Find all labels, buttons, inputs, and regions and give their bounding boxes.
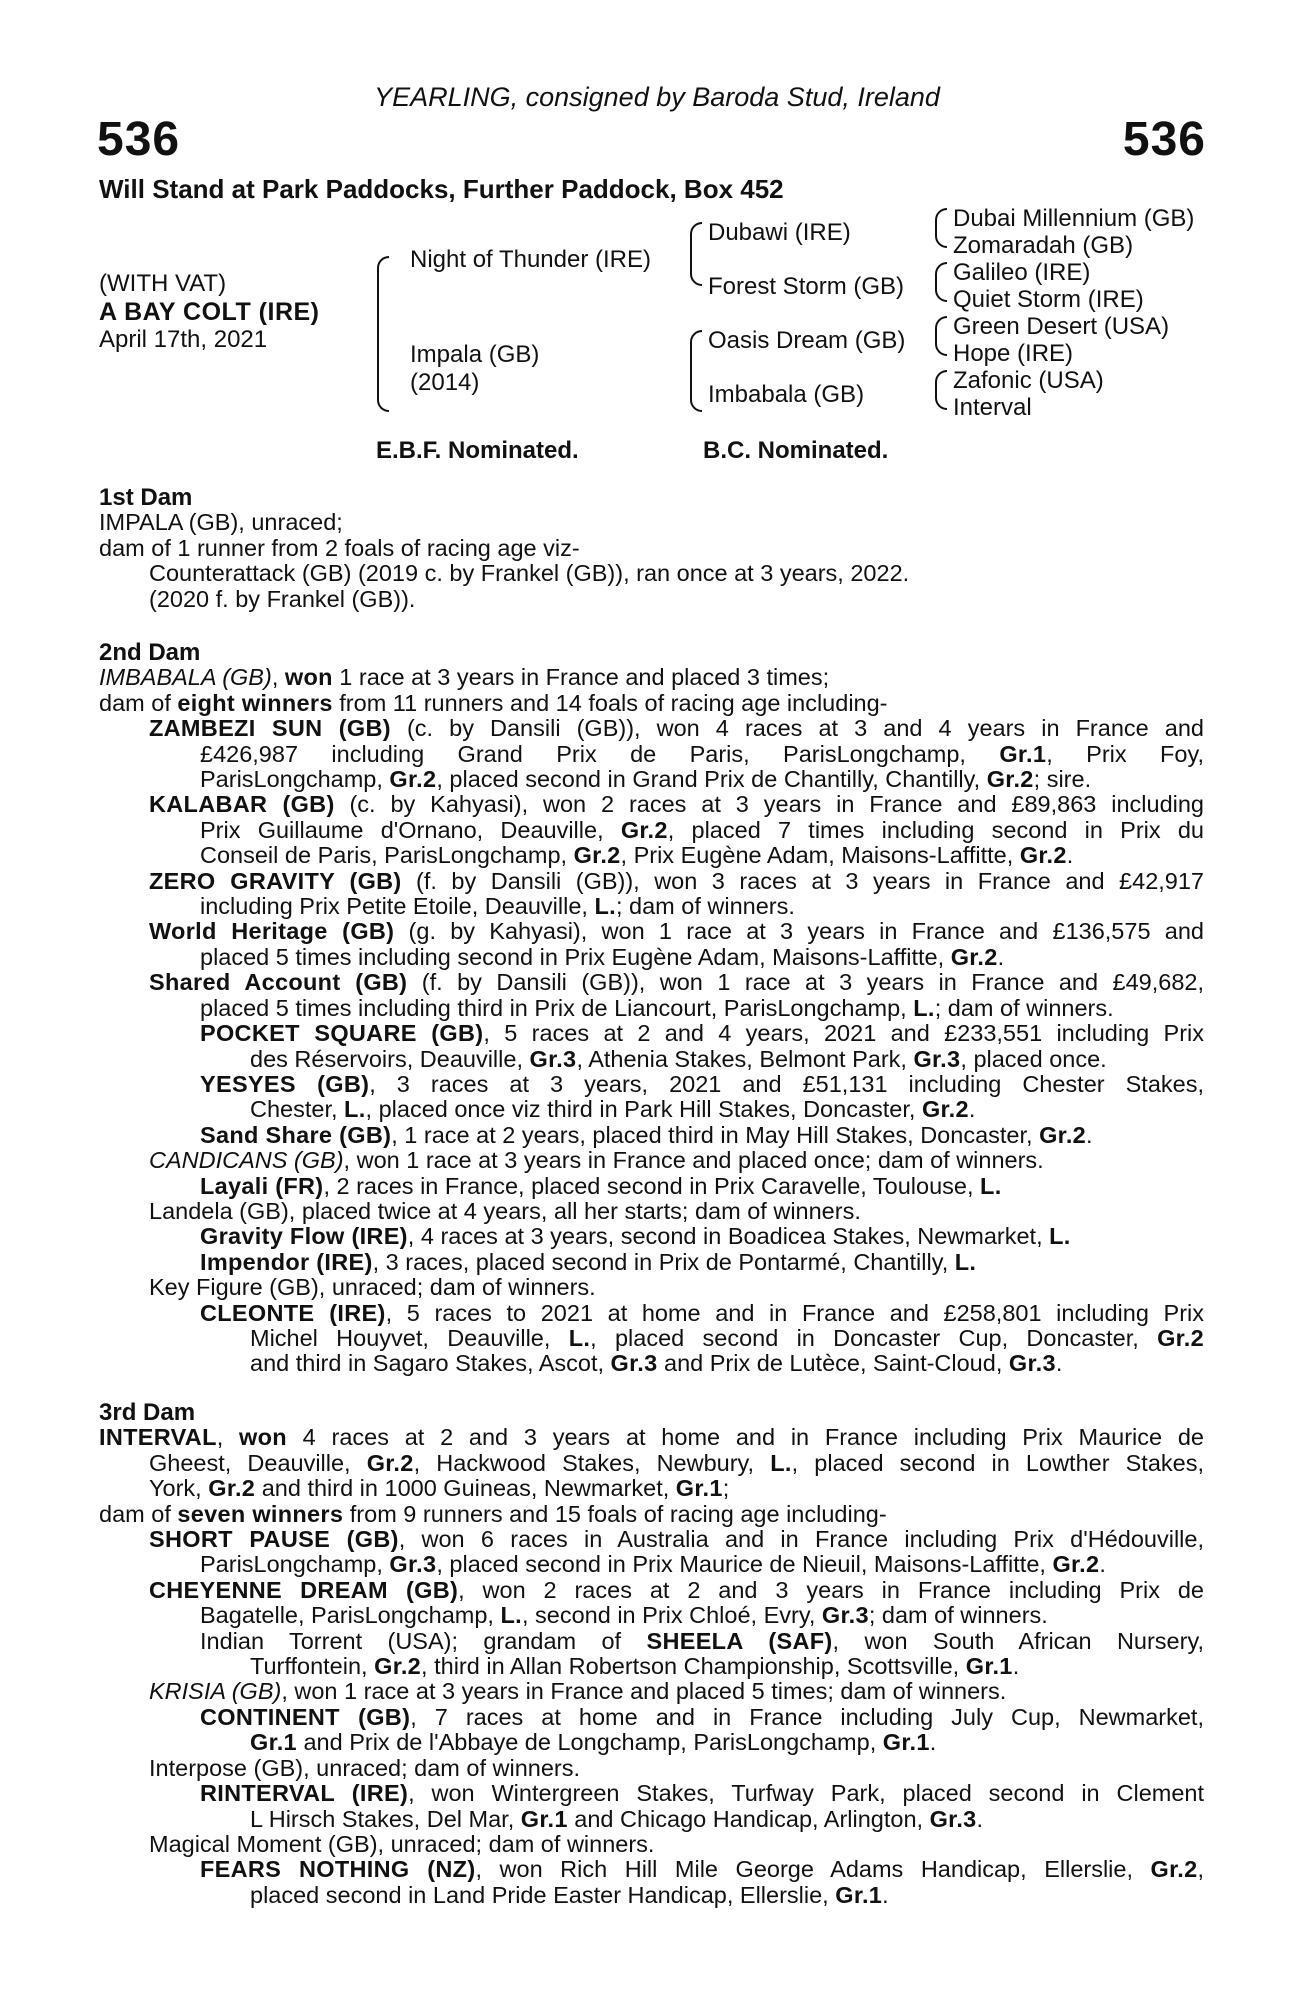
pedigree-brace-ds bbox=[935, 316, 947, 356]
text-run: . bbox=[1086, 1121, 1093, 1148]
produce-line bbox=[99, 1123, 1204, 1148]
text-run: , Athenia Stakes, Belmont Park, bbox=[576, 1045, 914, 1072]
produce-line bbox=[99, 1072, 1204, 1097]
produce-line bbox=[99, 1705, 1204, 1730]
produce-line bbox=[99, 792, 1204, 817]
text-run: Interpose (GB), unraced; dam of winners. bbox=[149, 1754, 581, 1781]
produce-line bbox=[99, 1603, 1204, 1628]
dam-name-text: INTERVAL bbox=[99, 1424, 217, 1451]
text-run: . bbox=[1055, 1350, 1063, 1377]
winners-count-text: eight winners bbox=[177, 689, 333, 716]
pedigree-brace-sd bbox=[935, 262, 947, 302]
grade-text: Gr.3 bbox=[1008, 1350, 1056, 1377]
text-run: , 7 races at home and in France including July Cup, Newmarket, bbox=[410, 1703, 1204, 1730]
text-run: (f. by Dansili (GB)), won 3 races at 3 years in France and £42,917 bbox=[401, 867, 1204, 894]
grade-text: Gr.2 bbox=[620, 816, 668, 843]
text-run: (g. by Kahyasi), won 1 race at 3 years in France and £136,575 and bbox=[394, 918, 1204, 945]
text-run: ; dam of winners. bbox=[934, 994, 1114, 1021]
pedigree-brace-ss bbox=[935, 208, 947, 248]
horse-name-text: ZAMBEZI SUN (GB) bbox=[149, 715, 391, 742]
produce-line bbox=[99, 1351, 1204, 1376]
text-run: Indian Torrent (USA); grandam of bbox=[200, 1627, 647, 1654]
text-run: , won 1 race at 3 years in France and placed once; dam of winners. bbox=[343, 1147, 1044, 1174]
ebf-nomination: E.B.F. Nominated. bbox=[376, 437, 579, 464]
horse-name-text: CONTINENT (GB) bbox=[200, 1703, 411, 1730]
produce-line bbox=[99, 742, 1204, 767]
ancestor-name: Zomaradah (GB) bbox=[953, 232, 1134, 259]
sire-dam-name: Forest Storm (GB) bbox=[708, 273, 905, 300]
dam-year: (2014) bbox=[410, 369, 480, 396]
text-run: , placed second in Lowther Stakes, bbox=[791, 1449, 1205, 1476]
grade-text: Gr.2 bbox=[1157, 1324, 1204, 1351]
grade-text: Gr.1 bbox=[250, 1729, 297, 1756]
text-run: , 5 races at 2 and 4 years, 2021 and £233,551 including Prix bbox=[483, 1020, 1205, 1047]
produce-line bbox=[99, 1326, 1204, 1351]
produce-line bbox=[99, 1679, 1204, 1704]
text-run: including Prix Petite Etoile, Deauville, bbox=[200, 893, 595, 920]
text-run: Bagatelle, ParisLongchamp, bbox=[200, 1602, 501, 1629]
text-run: , won 6 races in Australia and in France including Prix d'Hédouville, bbox=[398, 1526, 1204, 1553]
grade-text: Gr.2 bbox=[1039, 1121, 1087, 1148]
text-run: and Prix de Lutèce, Saint-Cloud, bbox=[657, 1350, 1009, 1377]
grade-text: Gr.1 bbox=[675, 1475, 723, 1502]
produce-line bbox=[99, 1730, 1204, 1755]
winners-count-text: seven winners bbox=[177, 1500, 344, 1527]
horse-name-text: World Heritage (GB) bbox=[149, 918, 395, 945]
text-run: , placed second in Doncaster Cup, Doncaster, bbox=[590, 1324, 1158, 1351]
grade-text: Gr.1 bbox=[835, 1881, 883, 1908]
horse-name-text: SHEELA (SAF) bbox=[646, 1627, 833, 1654]
produce-line bbox=[99, 818, 1204, 843]
ancestor-name: Dubai Millennium (GB) bbox=[953, 205, 1195, 232]
grade-text: Gr.1 bbox=[999, 740, 1047, 767]
text-run: Prix Guillaume d'Ornano, Deauville, bbox=[200, 816, 621, 843]
pedigree-brace-main bbox=[377, 256, 389, 412]
produce-line bbox=[99, 1047, 1204, 1072]
text-run: ; dam of winners. bbox=[868, 1602, 1048, 1629]
sire-sire-name: Dubawi (IRE) bbox=[708, 219, 851, 246]
stand-location: Will Stand at Park Paddocks, Further Paddock, Box 452 bbox=[99, 174, 784, 204]
dam-summary-line bbox=[99, 1502, 1204, 1527]
produce-line bbox=[99, 1527, 1204, 1552]
text-run: , 4 races at 3 years, second in Boadicea Stakes, Newmarket, bbox=[407, 1223, 1050, 1250]
text-run: , won Rich Hill Mile George Adams Handicap, Ellerslie, bbox=[475, 1856, 1151, 1883]
produce-line bbox=[99, 1174, 1204, 1199]
produce-line bbox=[99, 1224, 1204, 1249]
text-run: from 11 runners and 14 foals of racing age including- bbox=[332, 689, 888, 716]
text-run: dam of bbox=[99, 1500, 178, 1527]
ancestor-name: Zafonic (USA) bbox=[953, 367, 1104, 394]
text-run: 4 races at 2 and 3 years at home and in France including Prix Maurice de bbox=[286, 1424, 1204, 1451]
text-run: Turffontein, bbox=[250, 1653, 375, 1680]
text-run: York, bbox=[149, 1475, 209, 1502]
text-run: , won South African Nursery, bbox=[832, 1627, 1204, 1654]
produce-line bbox=[99, 843, 1204, 868]
text-run: placed 5 times including second in Prix Eugène Adam, Maisons-Laffitte, bbox=[200, 943, 951, 970]
dam-summary-line bbox=[99, 1476, 1204, 1501]
text-run: 1 race at 3 years in France and placed 3 times; bbox=[332, 664, 830, 691]
grade-text: Gr.2 bbox=[208, 1475, 256, 1502]
ancestor-name: Green Desert (USA) bbox=[953, 313, 1170, 340]
foaling-date: April 17th, 2021 bbox=[99, 326, 268, 353]
text-run: , bbox=[271, 664, 285, 691]
first-dam-heading: 1st Dam bbox=[99, 484, 193, 511]
horse-name-text: Shared Account (GB) bbox=[149, 969, 408, 996]
ancestor-name: Galileo (IRE) bbox=[953, 259, 1091, 286]
produce-line bbox=[99, 996, 1204, 1021]
text-run: , 3 races, placed second in Prix de Pontarmé, Chantilly, bbox=[372, 1248, 955, 1275]
text-run: Conseil de Paris, ParisLongchamp, bbox=[200, 842, 574, 869]
sire-name: Night of Thunder (IRE) bbox=[410, 246, 651, 273]
text-run: (f. by Dansili (GB)), won 1 race at 3 years in France and £49,682, bbox=[407, 969, 1204, 996]
grade-text: L. bbox=[1049, 1223, 1071, 1250]
grade-text: Gr.3 bbox=[929, 1805, 977, 1832]
produce-line bbox=[99, 970, 1204, 995]
grade-text: Gr.2 bbox=[986, 766, 1034, 793]
text-run: , won 2 races at 2 and 3 years in France including Prix de bbox=[458, 1576, 1205, 1603]
text-run: Key Figure (GB), unraced; dam of winners. bbox=[149, 1274, 596, 1301]
ancestor-name: Quiet Storm (IRE) bbox=[953, 286, 1144, 313]
produce-line bbox=[99, 894, 1204, 919]
ancestor-name: Hope (IRE) bbox=[953, 340, 1074, 367]
grade-text: Gr.3 bbox=[529, 1045, 577, 1072]
grade-text: Gr.2 bbox=[366, 1449, 414, 1476]
text-run: ; bbox=[722, 1475, 730, 1502]
grade-text: Gr.3 bbox=[821, 1602, 869, 1629]
text-run: Gheest, Deauville, bbox=[149, 1449, 367, 1476]
text-run: , won 1 race at 3 years in France and placed 5 times; dam of winners. bbox=[281, 1678, 1007, 1705]
produce-line bbox=[99, 1781, 1204, 1806]
produce-line bbox=[99, 1807, 1204, 1832]
produce-line bbox=[99, 1654, 1204, 1679]
produce-line bbox=[99, 1301, 1204, 1326]
produce-line bbox=[99, 1629, 1204, 1654]
text-run: , 5 races to 2021 at home and in France and £258,801 including Prix bbox=[385, 1299, 1204, 1326]
text-run: and third in Sagaro Stakes, Ascot, bbox=[250, 1350, 611, 1377]
text-run: and Prix de l'Abbaye de Longchamp, ParisLongchamp, bbox=[296, 1729, 883, 1756]
text-run: (c. by Dansili (GB)), won 4 races at 3 and 4 years in France and bbox=[390, 715, 1204, 742]
text-run: ParisLongchamp, bbox=[200, 1551, 390, 1578]
produce-line bbox=[99, 1552, 1204, 1577]
text-run: . bbox=[1066, 842, 1074, 869]
vat-note: (WITH VAT) bbox=[99, 270, 227, 297]
pedigree-brace-dam bbox=[690, 330, 702, 412]
won-text: won bbox=[284, 664, 333, 691]
text-run: dam of bbox=[99, 689, 178, 716]
produce-line bbox=[99, 716, 1204, 741]
text-run: , bbox=[216, 1424, 240, 1451]
text-run: , placed 7 times including second in Prix du bbox=[667, 816, 1204, 843]
horse-name-text: Layali (FR) bbox=[200, 1172, 324, 1199]
horse-name-text: Gravity Flow (IRE) bbox=[200, 1223, 408, 1250]
dam-sire-name: Oasis Dream (GB) bbox=[708, 327, 906, 354]
text-run: , bbox=[1197, 1856, 1205, 1883]
text-run: ParisLongchamp, bbox=[200, 766, 390, 793]
produce-line bbox=[99, 869, 1204, 894]
dam-summary-line bbox=[99, 1425, 1204, 1450]
text-run: placed second in Land Pride Easter Handicap, Ellerslie, bbox=[250, 1881, 836, 1908]
text-run: Magical Moment (GB), unraced; dam of winners. bbox=[149, 1830, 655, 1857]
grade-text: L. bbox=[344, 1096, 366, 1123]
third-dam-section bbox=[99, 1400, 1204, 1908]
horse-name: A BAY COLT (IRE) bbox=[99, 298, 320, 326]
grade-text: L. bbox=[770, 1449, 792, 1476]
dam-dam-name: Imbabala (GB) bbox=[708, 381, 865, 408]
consignment-line: YEARLING, consigned by Baroda Stud, Ireland bbox=[374, 82, 940, 112]
horse-name-text: FEARS NOTHING (NZ) bbox=[200, 1856, 476, 1883]
grade-text: Gr.3 bbox=[913, 1045, 961, 1072]
text-run: ; sire. bbox=[1033, 766, 1092, 793]
text-run: , second in Prix Chloé, Evry, bbox=[521, 1602, 822, 1629]
grade-text: Gr.2 bbox=[389, 766, 437, 793]
grade-text: L. bbox=[954, 1248, 977, 1275]
text-run: , third in Allan Robertson Championship, Scottsville, bbox=[421, 1653, 966, 1680]
dam-summary-line bbox=[99, 665, 1204, 690]
text-run: , 3 races at 3 years, 2021 and £51,131 including Chester Stakes, bbox=[369, 1070, 1204, 1097]
text-run: (c. by Kahyasi), won 2 races at 3 years in France and £89,863 including bbox=[334, 791, 1204, 818]
grade-text: L. bbox=[500, 1602, 522, 1629]
dam-name-text: IMBABALA (GB) bbox=[99, 664, 272, 691]
grade-text: Gr.2 bbox=[921, 1096, 969, 1123]
text-run: , Prix Foy, bbox=[1046, 740, 1204, 767]
text-run: placed 5 times including third in Prix de Liancourt, ParisLongchamp, bbox=[200, 994, 914, 1021]
grade-text: Gr.3 bbox=[610, 1350, 658, 1377]
first-dam-line: dam of 1 runner from 2 foals of racing age viz- bbox=[99, 534, 580, 561]
produce-line bbox=[99, 1756, 1204, 1781]
horse-name-text: ZERO GRAVITY (GB) bbox=[149, 867, 402, 894]
text-run: from 9 runners and 15 foals of racing age including- bbox=[343, 1500, 887, 1527]
first-dam-line: (2020 f. by Frankel (GB)). bbox=[149, 585, 416, 612]
text-run: , placed once. bbox=[960, 1045, 1107, 1072]
grade-text: L. bbox=[913, 994, 935, 1021]
grade-text: Gr.2 bbox=[950, 943, 998, 970]
grade-text: Gr.2 bbox=[573, 842, 621, 869]
horse-name-text: KALABAR (GB) bbox=[149, 791, 335, 818]
text-run: , won Wintergreen Stakes, Turfway Park, placed second in Clement bbox=[408, 1780, 1205, 1807]
text-run: and third in 1000 Guineas, Newmarket, bbox=[255, 1475, 676, 1502]
text-run: Landela (GB), placed twice at 4 years, all her starts; dam of winners. bbox=[149, 1197, 861, 1224]
dam-name: Impala (GB) bbox=[410, 341, 540, 368]
produce-line bbox=[99, 1578, 1204, 1603]
text-run: £426,987 including Grand Prix de Paris, ParisLongchamp, bbox=[200, 740, 1000, 767]
produce-line bbox=[99, 919, 1204, 944]
produce-line bbox=[99, 1883, 1204, 1908]
grade-text: L. bbox=[980, 1172, 1002, 1199]
produce-line bbox=[99, 1857, 1204, 1882]
text-run: , placed second in Prix Maurice de Nieuil, Maisons-Laffitte, bbox=[436, 1551, 1053, 1578]
text-run: L Hirsch Stakes, Del Mar, bbox=[250, 1805, 521, 1832]
horse-name-text: POCKET SQUARE (GB) bbox=[200, 1020, 484, 1047]
grade-text: L. bbox=[568, 1324, 591, 1351]
text-run: . bbox=[968, 1096, 976, 1123]
grade-text: Gr.2 bbox=[1052, 1551, 1100, 1578]
dam-summary-line bbox=[99, 1451, 1204, 1476]
first-dam-line: IMPALA (GB), unraced; bbox=[99, 509, 343, 536]
third-dam-heading: 3rd Dam bbox=[99, 1399, 196, 1426]
grade-text: Gr.1 bbox=[965, 1653, 1013, 1680]
ancestor-name: Interval bbox=[953, 394, 1032, 421]
text-run: . bbox=[882, 1881, 889, 1908]
text-run: , Prix Eugène Adam, Maisons-Laffitte, bbox=[620, 842, 1020, 869]
horse-name-text: RINTERVAL (IRE) bbox=[200, 1780, 409, 1807]
text-run: . bbox=[1099, 1551, 1106, 1578]
text-run: ; dam of winners. bbox=[615, 893, 795, 920]
second-dam-section bbox=[99, 640, 1204, 1377]
text-run: and Chicago Handicap, Arlington, bbox=[567, 1805, 930, 1832]
second-dam-heading: 2nd Dam bbox=[99, 639, 201, 666]
text-run: , placed second in Grand Prix de Chantilly, Chantilly, bbox=[436, 766, 987, 793]
first-dam-line: Counterattack (GB) (2019 c. by Frankel (GB)), ran once at 3 years, 2022. bbox=[149, 560, 910, 587]
horse-name-text: YESYES (GB) bbox=[200, 1070, 370, 1097]
text-run: . bbox=[997, 943, 1005, 970]
produce-line bbox=[99, 1021, 1204, 1046]
grade-text: Gr.1 bbox=[520, 1805, 568, 1832]
text-run: . bbox=[1012, 1653, 1020, 1680]
grade-text: Gr.2 bbox=[1019, 842, 1067, 869]
produce-line bbox=[99, 945, 1204, 970]
bc-nomination: B.C. Nominated. bbox=[703, 437, 889, 464]
text-run: Chester, bbox=[250, 1096, 345, 1123]
horse-name-text: Sand Share (GB) bbox=[200, 1121, 392, 1148]
produce-line bbox=[99, 1097, 1204, 1122]
first-dam-section bbox=[99, 485, 1204, 612]
produce-line bbox=[99, 1275, 1204, 1300]
horse-name-text: KRISIA (GB) bbox=[149, 1678, 282, 1705]
lot-number-right: 536 bbox=[1122, 113, 1206, 166]
horse-name-text: CLEONTE (IRE) bbox=[200, 1299, 386, 1326]
pedigree-brace-sire bbox=[690, 222, 702, 286]
produce-line bbox=[99, 1199, 1204, 1224]
grade-text: Gr.1 bbox=[882, 1729, 930, 1756]
text-run: , 2 races in France, placed second in Prix Caravelle, Toulouse, bbox=[323, 1172, 981, 1199]
horse-name-text: CANDICANS (GB) bbox=[149, 1147, 344, 1174]
text-run: , placed once viz third in Park Hill Stakes, Doncaster, bbox=[365, 1096, 922, 1123]
text-run: . bbox=[976, 1805, 984, 1832]
produce-line bbox=[99, 1250, 1204, 1275]
produce-line bbox=[99, 1148, 1204, 1173]
dam-summary-line bbox=[99, 691, 1204, 716]
produce-line bbox=[99, 1832, 1204, 1857]
text-run: des Réservoirs, Deauville, bbox=[250, 1045, 530, 1072]
grade-text: Gr.2 bbox=[1150, 1856, 1198, 1883]
grade-text: Gr.3 bbox=[389, 1551, 437, 1578]
text-run: , Hackwood Stakes, Newbury, bbox=[413, 1449, 771, 1476]
lot-number-left: 536 bbox=[97, 113, 181, 166]
grade-text: Gr.2 bbox=[374, 1653, 422, 1680]
won-text: won bbox=[239, 1424, 287, 1451]
produce-line bbox=[99, 767, 1204, 792]
grade-text: L. bbox=[594, 893, 616, 920]
horse-name-text: CHEYENNE DREAM (GB) bbox=[149, 1576, 459, 1603]
horse-name-text: SHORT PAUSE (GB) bbox=[149, 1526, 399, 1553]
text-run: . bbox=[929, 1729, 937, 1756]
text-run: Michel Houyvet, Deauville, bbox=[250, 1324, 569, 1351]
pedigree-brace-dd bbox=[935, 370, 947, 410]
horse-name-text: Impendor (IRE) bbox=[200, 1248, 373, 1275]
text-run: , 1 race at 2 years, placed third in May Hill Stakes, Doncaster, bbox=[391, 1121, 1040, 1148]
